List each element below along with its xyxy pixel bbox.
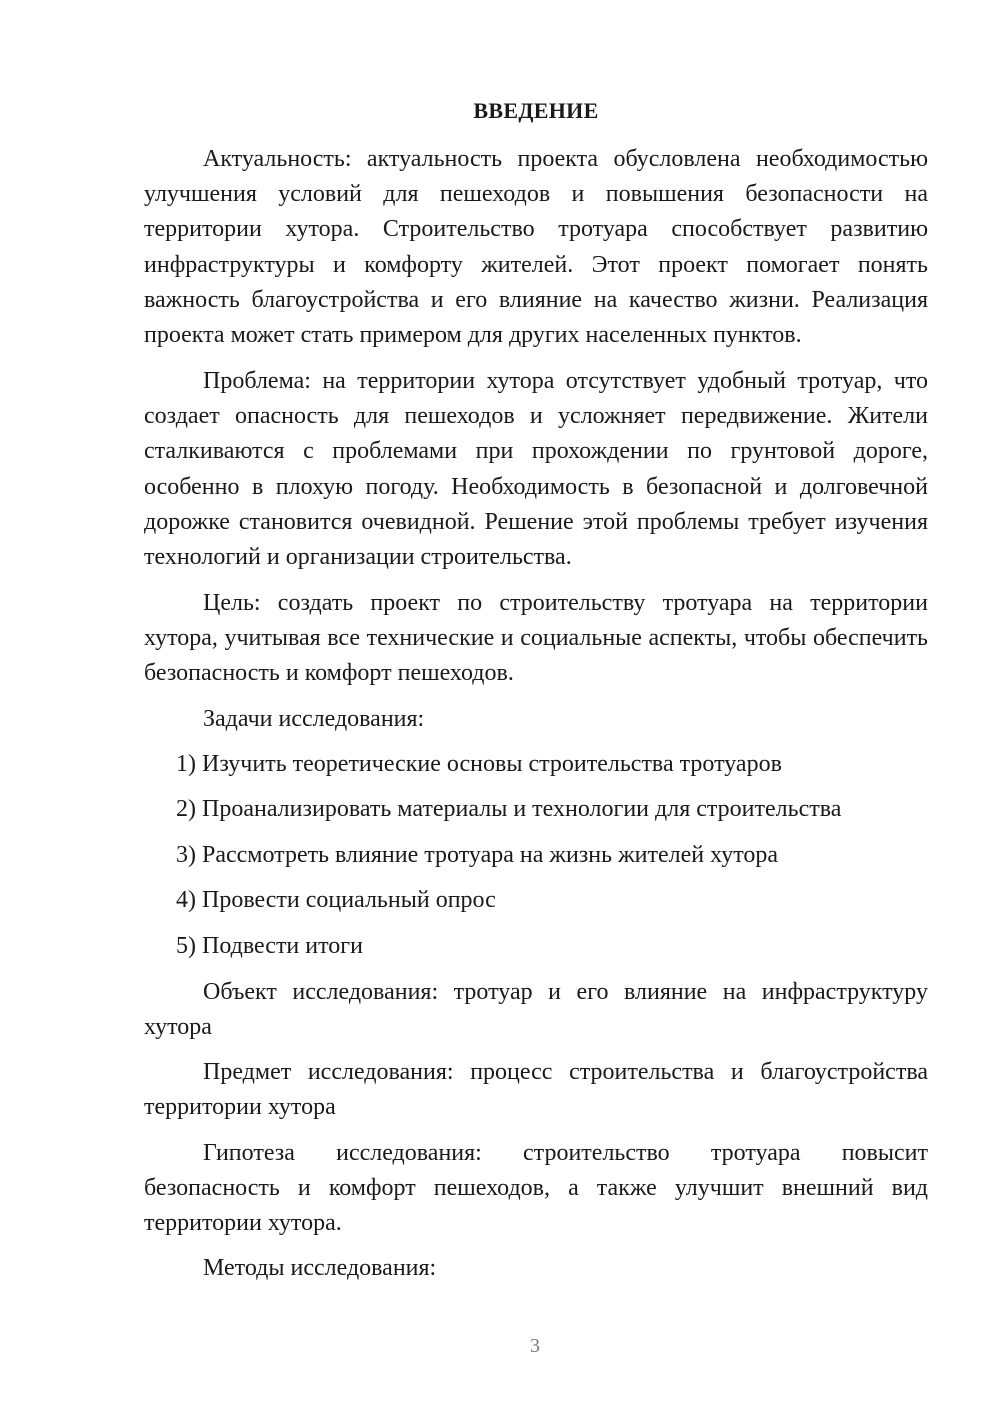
task-item-5: 5) Подвести итоги (176, 933, 363, 959)
subject-paragraph: Предмет исследования: процесс строительства и благоустройства территории хутора (144, 1059, 928, 1121)
problem-paragraph: Проблема: на территории хутора отсутствует удобный тротуар, что создает опасность для пешеходов и усложняет передвижение. Жители сталкиваются с проблемами при прохождении по грунтовой дороге, особенно в плохую погоду. Необходимость в безопасной и долговечной дорожке становится очевидной. Решение этой проблемы требует изучения технологий и организации строительства. (144, 368, 928, 571)
hypothesis-paragraph: Гипотеза исследования: строительство тротуара повысит безопасность и комфорт пешеходов, а также улучшит внешний вид территории хутора. (144, 1140, 928, 1237)
methods-heading: Методы исследования: (203, 1255, 437, 1281)
task-item-3: 3) Рассмотреть влияние тротуара на жизнь жителей хутора (176, 842, 779, 868)
goal-paragraph: Цель: создать проект по строительству тротуара на территории хутора, учитывая все технические и социальные аспекты, чтобы обеспечить безопасность и комфорт пешеходов. (144, 590, 928, 687)
task-item-2: 2) Проанализировать материалы и технологии для строительства (176, 796, 842, 822)
object-paragraph: Объект исследования: тротуар и его влияние на инфраструктуру хутора (144, 979, 928, 1041)
page-number: 3 (530, 1335, 540, 1357)
task-item-4: 4) Провести социальный опрос (176, 887, 496, 913)
tasks-heading: Задачи исследования: (203, 706, 425, 732)
task-item-1: 1) Изучить теоретические основы строительства тротуаров (176, 751, 782, 777)
relevance-paragraph: Актуальность: актуальность проекта обусловлена необходимостью улучшения условий для пешеходов и повышения безопасности на территории хутора. Строительство тротуара способствует развитию инфраструктуры и комфорту жителей. Этот проект помогает понять важность благоустройства и его влияние на качество жизни. Реализация проекта может стать примером для других населенных пунктов. (144, 146, 928, 349)
section-title: ВВЕДЕНИЕ (473, 98, 599, 123)
